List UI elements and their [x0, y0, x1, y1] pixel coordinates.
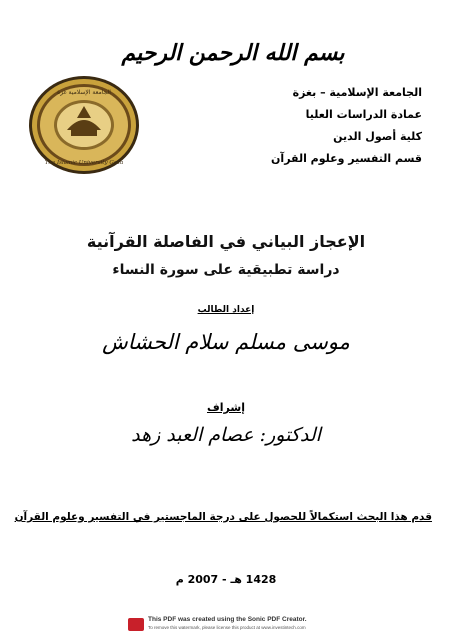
seal-arabic-text: الجامعة الإسلامية غزة	[57, 89, 111, 96]
pdf-creator-watermark	[128, 616, 338, 634]
prepared-by-label: إعداد الطالب	[197, 305, 255, 315]
thesis-date: 1428 هـ - 2007 م	[175, 573, 277, 586]
thesis-title: الإعجاز البياني في الفاصلة القرآنية	[86, 232, 366, 251]
department-name: قسم التفسير وعلوم القرآن	[271, 152, 422, 165]
submission-note: قدم هذا البحث استكمالاً للحصول على درجة الماجستير في التفسير وعلوم القرآن	[14, 511, 432, 523]
basmala-calligraphy: بسم الله الرحمن الرحيم	[121, 40, 345, 66]
supervisor-name: الدكتور: عصام العبد زهد	[131, 424, 321, 446]
college-name: كلية أصول الدين	[333, 130, 422, 143]
university-name: الجامعة الإسلامية – بغزة	[292, 86, 422, 99]
watermark-line-2: To remove this watermark, please license this product at www.investintech.com	[148, 625, 306, 630]
seal-english-text: The Islamic University Gaza	[44, 160, 124, 166]
institution-block	[232, 82, 422, 170]
university-seal-logo	[27, 74, 141, 176]
student-name: موسى مسلم سلام الحشاش	[102, 330, 350, 354]
deanship-name: عمادة الدراسات العليا	[305, 108, 422, 121]
sonic-pdf-logo-icon	[128, 618, 144, 631]
watermark-line-1: This PDF was created using the Sonic PDF Creator.	[148, 616, 307, 623]
thesis-subtitle: دراسة تطبيقية على سورة النساء	[112, 262, 340, 278]
supervision-label: إشراف	[207, 401, 245, 414]
